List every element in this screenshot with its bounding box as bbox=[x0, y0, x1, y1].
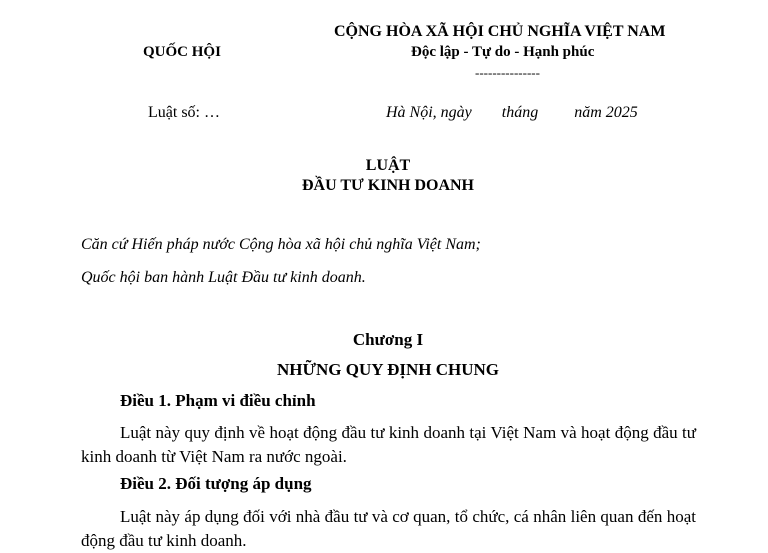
national-title: CỘNG HÒA XÃ HỘI CHỦ NGHĨA VIỆT NAM bbox=[334, 23, 666, 40]
article-1-title: Điều 1. Phạm vi điều chỉnh bbox=[120, 391, 316, 410]
article-1-body: Luật này quy định về hoạt động đầu tư kinh doanh tại Việt Nam và hoạt động đầu tư kinh doanh từ Việt Nam ra nước ngoài. bbox=[81, 423, 696, 466]
preamble-basis: Căn cứ Hiến pháp nước Cộng hòa xã hội chủ nghĩa Việt Nam; bbox=[81, 236, 481, 253]
document-name: ĐẦU TƯ KINH DOANH bbox=[301, 177, 474, 194]
place-date-month: tháng bbox=[501, 104, 539, 121]
document-type: LUẬT bbox=[365, 157, 411, 174]
place-date-city: Hà Nội, ngày bbox=[386, 104, 472, 121]
national-motto: Độc lập - Tự do - Hạnh phúc bbox=[411, 44, 595, 60]
article-2-title: Điều 2. Đối tượng áp dụng bbox=[120, 474, 312, 493]
chapter-number: Chương I bbox=[352, 330, 424, 349]
chapter-title: NHỮNG QUY ĐỊNH CHUNG bbox=[276, 360, 500, 379]
place-date bbox=[386, 104, 638, 122]
article-2-body: Luật này áp dụng đối với nhà đầu tư và cơ quan, tổ chức, cá nhân liên quan đến hoạt động đầu tư kinh doanh. bbox=[81, 507, 696, 550]
preamble-enactment: Quốc hội ban hành Luật Đầu tư kinh doanh. bbox=[81, 269, 366, 286]
place-date-year: năm 2025 bbox=[574, 104, 638, 121]
law-number: Luật số: … bbox=[148, 104, 220, 121]
issuing-agency: QUỐC HỘI bbox=[143, 44, 221, 60]
motto-underline: --------------- bbox=[475, 65, 540, 80]
